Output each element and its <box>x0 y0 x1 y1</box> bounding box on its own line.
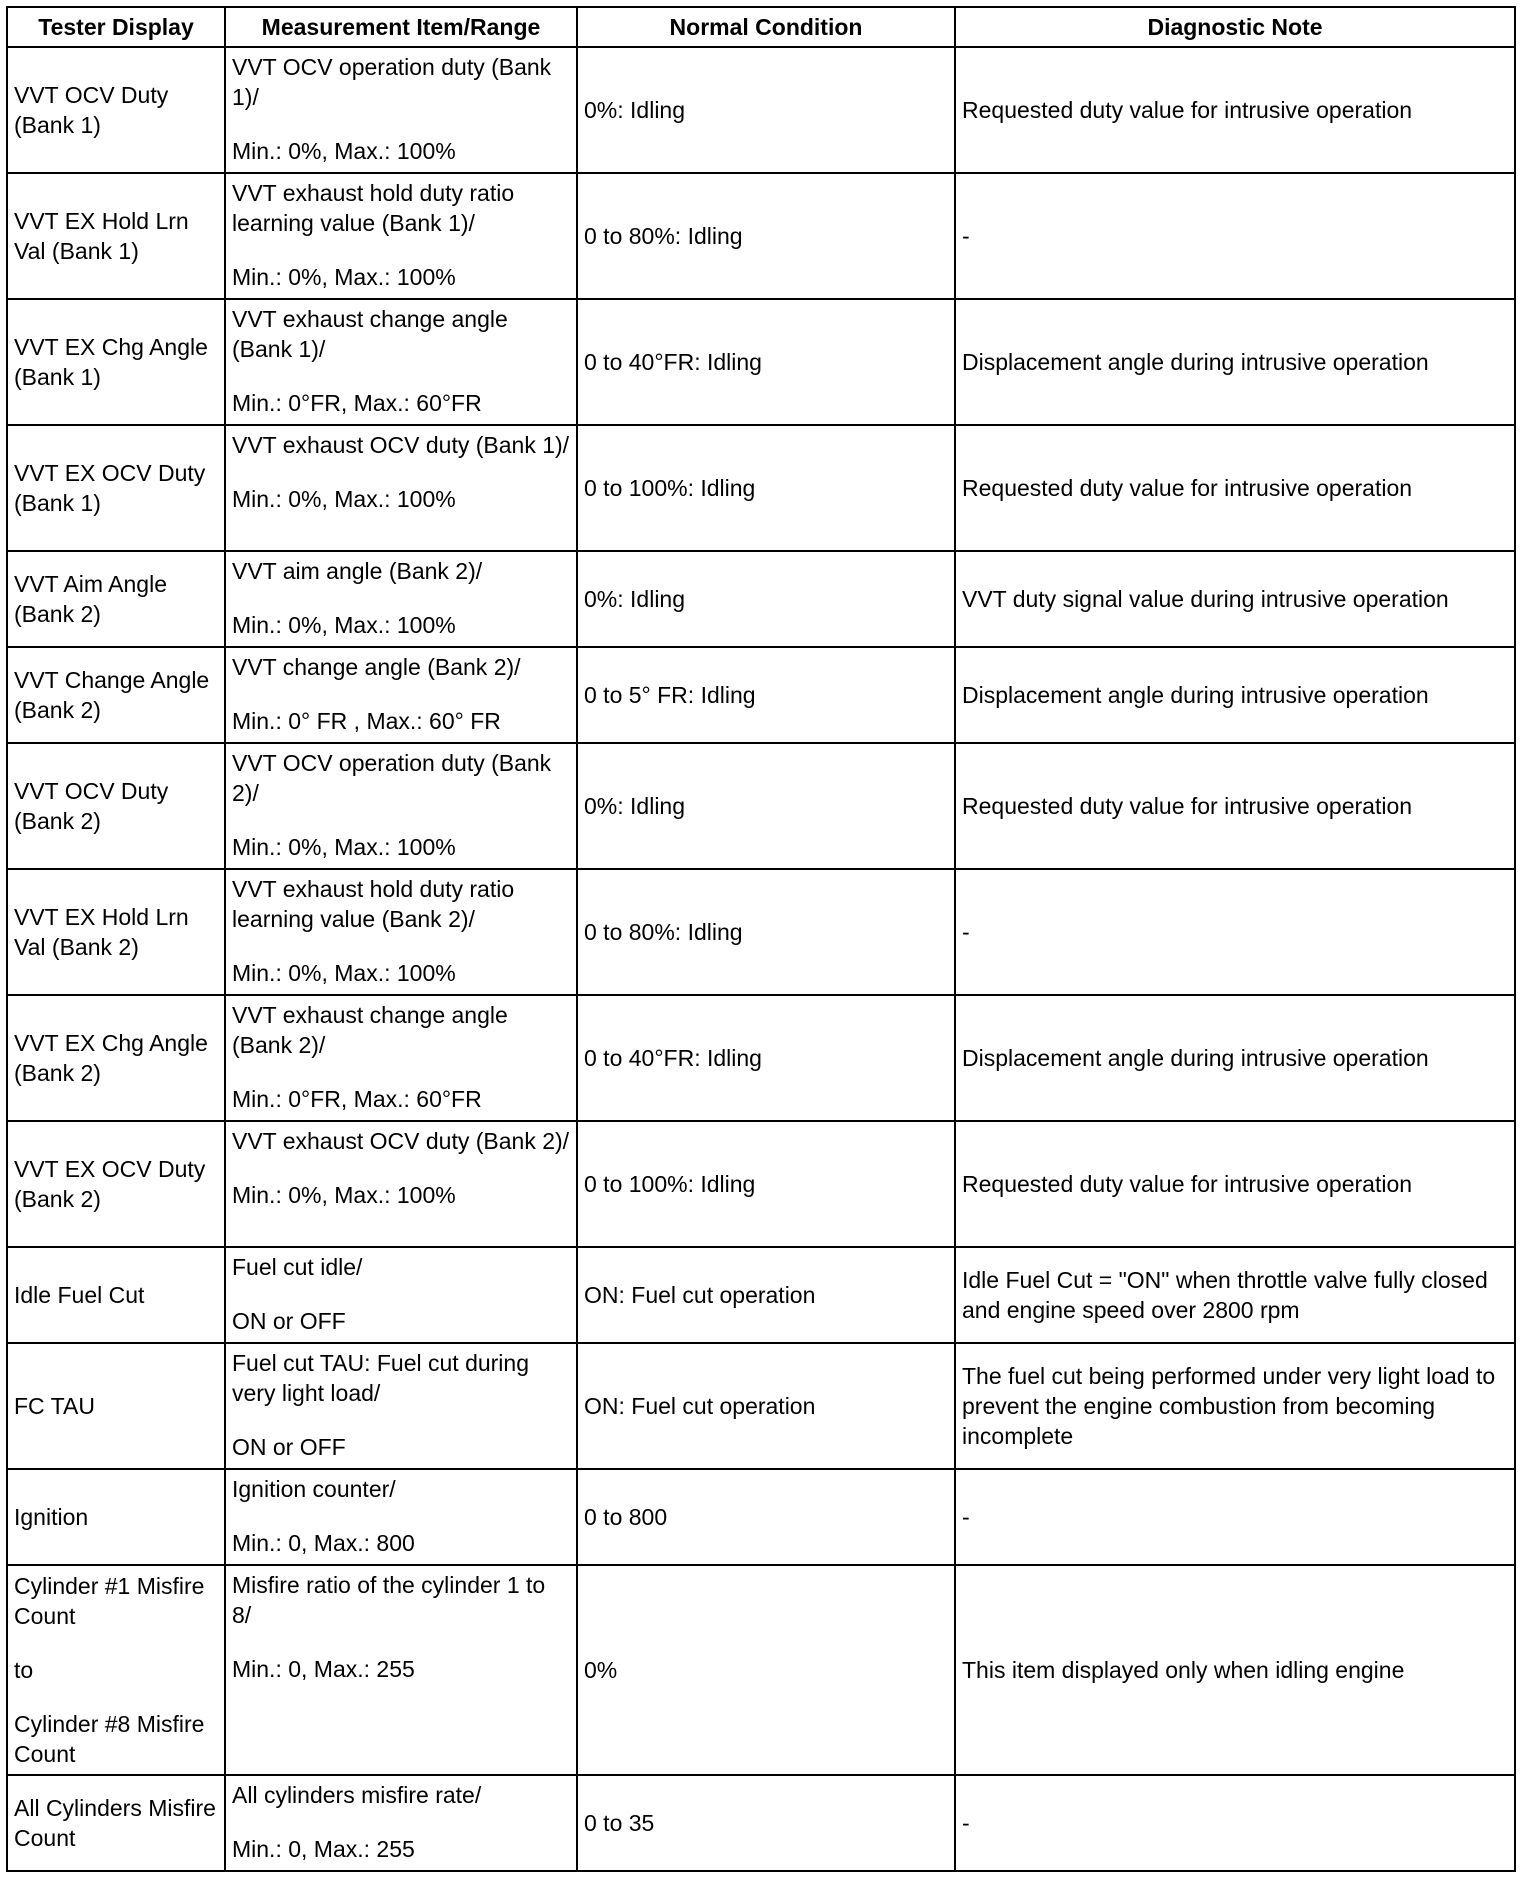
cell-measurement-item <box>225 551 577 647</box>
cell-measurement-item <box>225 647 577 743</box>
measurement-range-text: Min.: 0%, Max.: 100% <box>232 960 456 986</box>
table-row <box>7 869 1515 995</box>
cell-tester-display <box>7 647 225 743</box>
table-row <box>7 1565 1515 1775</box>
cell-tester-display <box>7 1565 225 1775</box>
cell-tester-display <box>7 995 225 1121</box>
cell-measurement-item <box>225 1565 577 1775</box>
measurement-item-text: VVT exhaust change angle (Bank 1)/ <box>232 306 508 362</box>
line-gap <box>14 1685 218 1709</box>
measurement-item-text: VVT exhaust change angle (Bank 2)/ <box>232 1002 508 1058</box>
table-row <box>7 1121 1515 1247</box>
cell-measurement-item <box>225 1247 577 1343</box>
cell-diagnostic-note: Displacement angle during intrusive operation <box>955 299 1515 425</box>
tester-display-text: Cylinder #1 Misfire Count <box>14 1573 205 1629</box>
table-row <box>7 47 1515 173</box>
cell-normal-condition: 0 to 40°FR: Idling <box>577 995 955 1121</box>
cell-diagnostic-note: The fuel cut being performed under very light load to prevent the engine combustion from becoming incomplete <box>955 1343 1515 1469</box>
line-gap <box>232 1408 570 1432</box>
cell-tester-display <box>7 173 225 299</box>
measurement-range-text: Min.: 0, Max.: 255 <box>232 1656 415 1682</box>
tester-display-text: VVT EX Hold Lrn Val (Bank 1) <box>14 208 189 264</box>
measurement-range-text: Min.: 0%, Max.: 100% <box>232 264 456 290</box>
cell-normal-condition: 0 to 80%: Idling <box>577 869 955 995</box>
header-diagnostic-note: Diagnostic Note <box>955 7 1515 47</box>
cell-tester-display <box>7 551 225 647</box>
cell-normal-condition: 0 to 35 <box>577 1775 955 1871</box>
cell-normal-condition: 0%: Idling <box>577 47 955 173</box>
cell-tester-display <box>7 1469 225 1565</box>
cell-tester-display <box>7 1247 225 1343</box>
tester-display-text: VVT EX OCV Duty (Bank 1) <box>14 460 206 516</box>
tester-display-text: VVT EX Chg Angle (Bank 2) <box>14 1030 208 1086</box>
cell-tester-display <box>7 1775 225 1871</box>
measurement-item-text: Ignition counter/ <box>232 1476 396 1502</box>
line-gap <box>232 238 570 262</box>
measurement-item-text: VVT change angle (Bank 2)/ <box>232 654 521 680</box>
tester-display-text: VVT OCV Duty (Bank 2) <box>14 778 169 834</box>
tester-display-text: to <box>14 1657 34 1683</box>
cell-measurement-item <box>225 743 577 869</box>
cell-diagnostic-note: Displacement angle during intrusive operation <box>955 995 1515 1121</box>
measurement-item-text: Misfire ratio of the cylinder 1 to 8/ <box>232 1572 546 1628</box>
line-gap <box>232 934 570 958</box>
cell-tester-display <box>7 47 225 173</box>
cell-normal-condition: 0% <box>577 1565 955 1775</box>
cell-measurement-item <box>225 1469 577 1565</box>
tester-display-text: VVT EX Hold Lrn Val (Bank 2) <box>14 904 189 960</box>
measurement-item-text: Fuel cut idle/ <box>232 1254 363 1280</box>
cell-measurement-item <box>225 1121 577 1247</box>
cell-normal-condition: 0%: Idling <box>577 743 955 869</box>
measurement-item-text: VVT exhaust OCV duty (Bank 2)/ <box>232 1128 570 1154</box>
cell-measurement-item <box>225 425 577 551</box>
cell-normal-condition: 0 to 80%: Idling <box>577 173 955 299</box>
cell-normal-condition: 0 to 40°FR: Idling <box>577 299 955 425</box>
tester-display-text: Cylinder #8 Misfire Count <box>14 1711 205 1767</box>
table-row <box>7 551 1515 647</box>
table-row <box>7 1343 1515 1469</box>
measurement-range-text: Min.: 0, Max.: 255 <box>232 1836 415 1862</box>
measurement-item-text: VVT exhaust OCV duty (Bank 1)/ <box>232 432 570 458</box>
measurement-item-text: VVT OCV operation duty (Bank 2)/ <box>232 750 552 806</box>
measurement-range-text: Min.: 0%, Max.: 100% <box>232 834 456 860</box>
cell-diagnostic-note: - <box>955 869 1515 995</box>
cell-measurement-item <box>225 869 577 995</box>
line-gap <box>232 1282 570 1306</box>
line-gap <box>232 460 570 484</box>
cell-diagnostic-note: This item displayed only when idling engine <box>955 1565 1515 1775</box>
table-row <box>7 995 1515 1121</box>
cell-measurement-item <box>225 173 577 299</box>
measurement-range-text: Min.: 0, Max.: 800 <box>232 1530 415 1556</box>
header-row <box>7 7 1515 47</box>
cell-normal-condition: ON: Fuel cut operation <box>577 1343 955 1469</box>
table-row <box>7 425 1515 551</box>
line-gap <box>232 682 570 706</box>
cell-tester-display <box>7 425 225 551</box>
measurement-item-text: Fuel cut TAU: Fuel cut during very light load/ <box>232 1350 530 1406</box>
tester-display-text: VVT OCV Duty (Bank 1) <box>14 82 169 138</box>
measurement-item-text: VVT OCV operation duty (Bank 1)/ <box>232 54 552 110</box>
cell-tester-display <box>7 743 225 869</box>
table-body <box>7 47 1515 1871</box>
cell-normal-condition: 0 to 100%: Idling <box>577 425 955 551</box>
cell-normal-condition: 0 to 5° FR: Idling <box>577 647 955 743</box>
cell-measurement-item <box>225 299 577 425</box>
header-tester-display: Tester Display <box>7 7 225 47</box>
cell-tester-display <box>7 1121 225 1247</box>
cell-diagnostic-note: - <box>955 1775 1515 1871</box>
diagnostic-data-table <box>6 6 1516 1872</box>
measurement-range-text: Min.: 0%, Max.: 100% <box>232 486 456 512</box>
cell-diagnostic-note: Requested duty value for intrusive operation <box>955 425 1515 551</box>
measurement-item-text: All cylinders misfire rate/ <box>232 1782 482 1808</box>
tester-display-text: VVT Aim Angle (Bank 2) <box>14 571 167 627</box>
cell-tester-display <box>7 869 225 995</box>
measurement-range-text: ON or OFF <box>232 1308 346 1334</box>
measurement-range-text: Min.: 0%, Max.: 100% <box>232 1182 456 1208</box>
cell-diagnostic-note: Idle Fuel Cut = "ON" when throttle valve fully closed and engine speed over 2800 rpm <box>955 1247 1515 1343</box>
tester-display-text: VVT EX Chg Angle (Bank 1) <box>14 334 208 390</box>
measurement-range-text: Min.: 0°FR, Max.: 60°FR <box>232 1086 482 1112</box>
table-row <box>7 173 1515 299</box>
cell-diagnostic-note: - <box>955 1469 1515 1565</box>
tester-display-text: VVT Change Angle (Bank 2) <box>14 667 210 723</box>
table-row <box>7 647 1515 743</box>
cell-diagnostic-note: Displacement angle during intrusive operation <box>955 647 1515 743</box>
tester-display-text: FC TAU <box>14 1393 95 1419</box>
line-gap <box>232 1630 570 1654</box>
line-gap <box>232 1060 570 1084</box>
cell-normal-condition: ON: Fuel cut operation <box>577 1247 955 1343</box>
measurement-item-text: VVT aim angle (Bank 2)/ <box>232 558 483 584</box>
cell-diagnostic-note: Requested duty value for intrusive operation <box>955 1121 1515 1247</box>
table-row <box>7 1775 1515 1871</box>
line-gap <box>232 112 570 136</box>
line-gap <box>232 1156 570 1180</box>
line-gap <box>232 1810 570 1834</box>
line-gap <box>14 1631 218 1655</box>
cell-diagnostic-note: Requested duty value for intrusive operation <box>955 743 1515 869</box>
cell-measurement-item <box>225 1343 577 1469</box>
cell-diagnostic-note: VVT duty signal value during intrusive operation <box>955 551 1515 647</box>
tester-display-text: Idle Fuel Cut <box>14 1282 145 1308</box>
header-normal-condition: Normal Condition <box>577 7 955 47</box>
tester-display-text: Ignition <box>14 1504 89 1530</box>
cell-tester-display <box>7 299 225 425</box>
table-row <box>7 743 1515 869</box>
cell-measurement-item <box>225 995 577 1121</box>
cell-diagnostic-note: Requested duty value for intrusive operation <box>955 47 1515 173</box>
line-gap <box>232 364 570 388</box>
line-gap <box>232 808 570 832</box>
cell-measurement-item <box>225 1775 577 1871</box>
cell-normal-condition: 0 to 800 <box>577 1469 955 1565</box>
table-row <box>7 299 1515 425</box>
measurement-item-text: VVT exhaust hold duty ratio learning value (Bank 1)/ <box>232 180 515 236</box>
table-row <box>7 1247 1515 1343</box>
tester-display-text: VVT EX OCV Duty (Bank 2) <box>14 1156 206 1212</box>
measurement-item-text: VVT exhaust hold duty ratio learning value (Bank 2)/ <box>232 876 515 932</box>
cell-normal-condition: 0 to 100%: Idling <box>577 1121 955 1247</box>
table-row <box>7 1469 1515 1565</box>
line-gap <box>232 586 570 610</box>
header-measurement-item: Measurement Item/Range <box>225 7 577 47</box>
line-gap <box>232 1504 570 1528</box>
cell-diagnostic-note: - <box>955 173 1515 299</box>
cell-tester-display <box>7 1343 225 1469</box>
cell-normal-condition: 0%: Idling <box>577 551 955 647</box>
measurement-range-text: Min.: 0° FR , Max.: 60° FR <box>232 708 501 734</box>
cell-measurement-item <box>225 47 577 173</box>
measurement-range-text: Min.: 0%, Max.: 100% <box>232 612 456 638</box>
measurement-range-text: ON or OFF <box>232 1434 346 1460</box>
measurement-range-text: Min.: 0%, Max.: 100% <box>232 138 456 164</box>
measurement-range-text: Min.: 0°FR, Max.: 60°FR <box>232 390 482 416</box>
tester-display-text: All Cylinders Misfire Count <box>14 1795 216 1851</box>
